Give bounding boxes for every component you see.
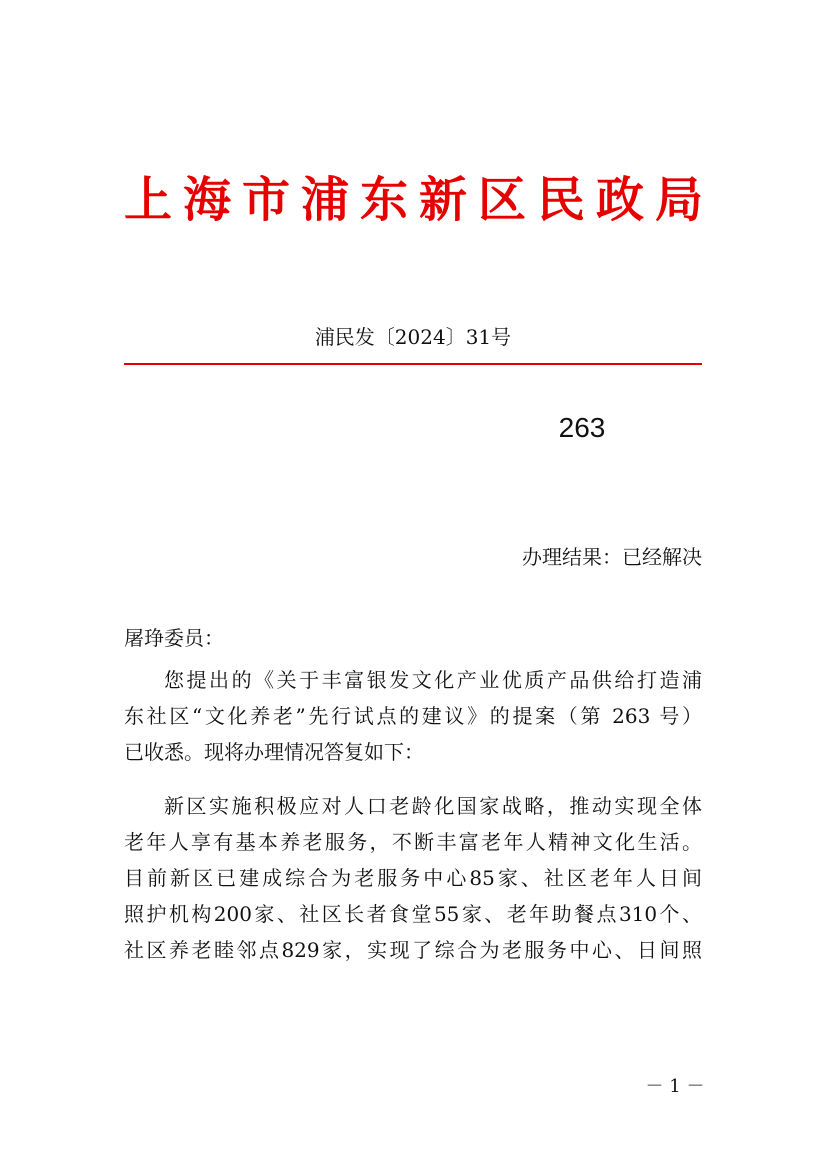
paragraph-acknowledgement: [124, 662, 702, 770]
paragraph-line: 您提出的《关于丰富银发文化产业优质产品供给打造浦: [164, 668, 702, 692]
paragraph-line: 社区养老睦邻点829家，实现了综合为老服务中心、日间照: [124, 938, 702, 962]
paragraph-overview: [124, 788, 702, 968]
paragraph-line: 已收悉。现将办理情况答复如下：: [124, 740, 424, 764]
document-number: 浦民发〔2024〕31号: [314, 325, 512, 349]
paragraph-line: 东社区“文化养老”先行试点的建议》的提案（第 263 号）: [124, 704, 702, 728]
paragraph-line: 照护机构200家、社区长者食堂55家、老年助餐点310个、: [124, 902, 702, 926]
paragraph-line: 新区实施积极应对人口老龄化国家战略，推动实现全体: [164, 794, 702, 818]
handling-result: 办理结果：已经解决: [522, 545, 702, 569]
salutation: 屠琤委员：: [124, 626, 224, 650]
issuing-organization-title: 上海市浦东新区民政局: [124, 172, 715, 228]
red-header-divider: [124, 363, 702, 365]
paragraph-line: 目前新区已建成综合为老服务中心85家、社区老年人日间: [124, 866, 702, 890]
paragraph-line: 老年人享有基本养老服务，不断丰富老年人精神文化生活。: [124, 830, 702, 854]
page-number: － 1 －: [645, 1076, 705, 1097]
proposal-number: 263: [558, 412, 606, 443]
